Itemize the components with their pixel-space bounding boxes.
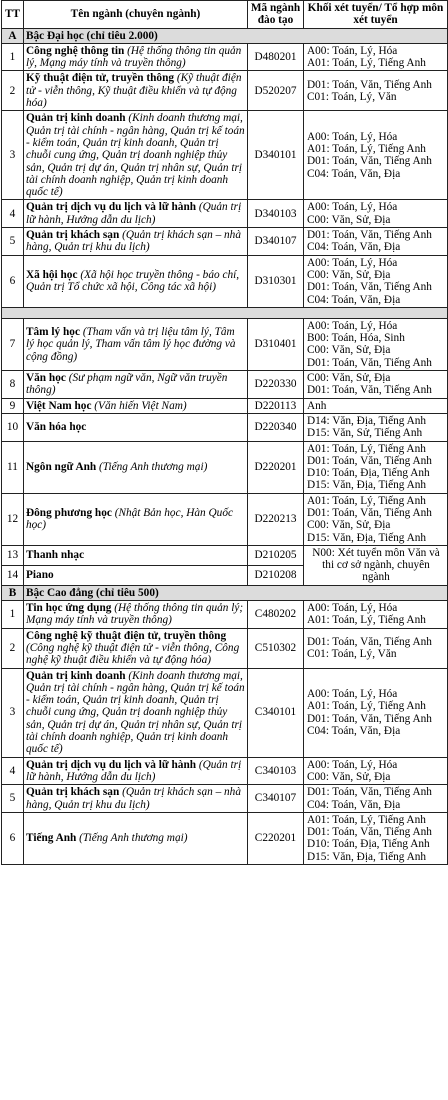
major-name: Ngôn ngữ Anh	[26, 460, 97, 473]
combo-item: A01: Toán, Lý, Tiếng Anh	[307, 143, 426, 156]
row-number: 10	[2, 413, 24, 441]
row-number: 12	[2, 493, 24, 545]
major-description: (Quản trị lữ hành, Hướng dẫn du lịch)	[26, 201, 242, 226]
combo-item: A00: Toán, Lý, Hóa	[307, 687, 398, 700]
section-row	[2, 585, 448, 600]
major-cell	[24, 318, 248, 370]
table-row	[2, 812, 448, 864]
major-description: (Quản trị khách sạn – nhà hàng, Quản trị khu du lịch)	[26, 786, 241, 811]
combo-item: A00: Toán, Lý, Hóa	[307, 319, 398, 332]
combo-cell	[304, 628, 448, 668]
major-cell	[24, 812, 248, 864]
section-row	[2, 28, 448, 43]
row-number: 5	[2, 785, 24, 813]
major-description: (Quản trị lữ hành, Hướng dẫn du lịch)	[26, 758, 242, 783]
major-code: D310401	[248, 318, 304, 370]
combo-item: D01: Toán, Văn, Tiếng Anh	[307, 786, 432, 799]
major-code: C480202	[248, 601, 304, 629]
combo-item: D01: Toán, Văn, Tiếng Anh	[307, 826, 432, 839]
combo-item: C04: Toán, Văn, Địa	[307, 798, 401, 811]
row-number: 6	[2, 255, 24, 307]
major-description: (Công nghệ kỹ thuật điện tử - viễn thông, Công nghệ kỹ thuật điều khiển và tự động hóa)	[26, 641, 240, 667]
combo-item: C00: Văn, Sử, Địa	[307, 268, 391, 281]
major-name: Quản trị kinh doanh	[26, 669, 126, 682]
major-code: D220340	[248, 413, 304, 441]
major-description: (Sư phạm ngữ văn, Ngữ văn truyền thông)	[26, 372, 228, 397]
table-header-row	[2, 1, 448, 29]
table-row	[2, 785, 448, 813]
combo-cell	[304, 371, 448, 399]
table-row	[2, 43, 448, 71]
row-number: 7	[2, 318, 24, 370]
major-code: C340101	[248, 668, 304, 757]
major-name: Quản trị khách sạn	[26, 229, 120, 242]
major-description: (Quản trị khách sạn – nhà hàng, Quản trị khu du lịch)	[26, 229, 241, 254]
major-code: C340107	[248, 785, 304, 813]
row-number: 9	[2, 398, 24, 413]
section-title: Bậc Cao đẳng (chỉ tiêu 500)	[24, 585, 448, 600]
combo-item: D01: Toán, Văn, Tiếng Anh	[307, 384, 432, 397]
combo-cell	[304, 668, 448, 757]
combo-item: D01: Toán, Văn, Tiếng Anh	[307, 356, 432, 369]
header-name: Tên ngành (chuyên ngành)	[24, 1, 248, 29]
combo-cell	[304, 43, 448, 71]
major-name: Tâm lý học	[26, 325, 80, 338]
major-name: Tin học ứng dụng	[26, 602, 112, 615]
major-cell	[24, 545, 248, 565]
major-name: Văn hóa học	[26, 421, 87, 434]
combo-item: B00: Toán, Hóa, Sinh	[307, 332, 405, 345]
combo-item: D14: Văn, Địa, Tiếng Anh	[307, 414, 427, 427]
combo-item: A00: Toán, Lý, Hóa	[307, 256, 398, 269]
combo-cell	[304, 601, 448, 629]
combo-item: C04: Toán, Văn, Địa	[307, 241, 401, 254]
major-cell	[24, 228, 248, 256]
major-cell	[24, 668, 248, 757]
row-number: 1	[2, 601, 24, 629]
table-row	[2, 111, 448, 200]
major-code: C340103	[248, 757, 304, 785]
combo-item: C04: Toán, Văn, Địa	[307, 293, 401, 306]
combo-cell	[304, 812, 448, 864]
header-tt: TT	[2, 1, 24, 29]
major-name: Việt Nam học	[26, 399, 92, 412]
combo-item: A00: Toán, Lý, Hóa	[307, 758, 398, 771]
major-cell	[24, 111, 248, 200]
major-code: D310301	[248, 255, 304, 307]
combo-item: C00: Văn, Sử, Địa	[307, 770, 391, 783]
combo-cell	[304, 785, 448, 813]
combo-cell	[304, 111, 448, 200]
major-name: Đông phương học	[26, 506, 112, 519]
major-code: D480201	[248, 43, 304, 71]
major-name: Xã hội học	[26, 268, 78, 281]
major-description: (Xã hội học truyền thông - báo chí, Quản trị Tổ chức xã hội, Công tác xã hội)	[26, 268, 240, 294]
row-number: 6	[2, 812, 24, 864]
combo-item: D10: Toán, Địa, Tiếng Anh	[307, 838, 430, 851]
section-title: Bậc Đại học (chỉ tiêu 2.000)	[24, 28, 448, 43]
combo-item: D10: Toán, Địa, Tiếng Anh	[307, 467, 430, 480]
header-code: Mã ngành đào tạo	[248, 1, 304, 29]
combo-item: D15: Văn, Địa, Tiếng Anh	[307, 850, 427, 863]
combo-item: D01: Toán, Văn, Tiếng Anh	[307, 281, 432, 294]
major-description: (Tiếng Anh thương mại)	[79, 832, 188, 845]
major-cell	[24, 785, 248, 813]
combo-item: D15: Văn, Địa, Tiếng Anh	[307, 479, 427, 492]
major-description: (Văn hiến Việt Nam)	[94, 399, 187, 412]
combo-item: C00: Văn, Sử, Địa	[307, 372, 391, 385]
combo-item: C00: Văn, Sử, Địa	[307, 519, 391, 532]
combo-item: C04: Toán, Văn, Địa	[307, 167, 401, 180]
table-row	[2, 757, 448, 785]
major-cell	[24, 255, 248, 307]
major-name: Công nghệ thông tin	[26, 44, 125, 57]
table-row	[2, 398, 448, 413]
major-code: D520207	[248, 71, 304, 111]
table-row	[2, 200, 448, 228]
admissions-table-container	[1, 0, 447, 865]
combo-item: A01: Toán, Lý, Tiếng Anh	[307, 57, 426, 70]
combo-cell	[304, 545, 448, 585]
major-cell	[24, 565, 248, 585]
row-number: 4	[2, 200, 24, 228]
row-number: 2	[2, 628, 24, 668]
table-row	[2, 371, 448, 399]
major-description: (Tham vấn và trị liệu tâm lý, Tâm lý học quản lý, Tham vấn tâm lý học đường và cộng đồng)	[26, 325, 236, 363]
combo-item: C00: Văn, Sử, Địa	[307, 213, 391, 226]
major-name: Quản trị dịch vụ du lịch và lữ hành	[26, 201, 197, 214]
major-name: Quản trị kinh doanh	[26, 112, 126, 125]
major-code: D210208	[248, 565, 304, 585]
combo-cell	[304, 255, 448, 307]
combo-cell	[304, 493, 448, 545]
combo-cell	[304, 228, 448, 256]
major-cell	[24, 628, 248, 668]
major-cell	[24, 413, 248, 441]
combo-cell	[304, 757, 448, 785]
combo-cell	[304, 71, 448, 111]
combo-item: A01: Toán, Lý, Tiếng Anh	[307, 700, 426, 713]
table-row	[2, 628, 448, 668]
major-cell	[24, 757, 248, 785]
combo-item: C00: Văn, Sử, Địa	[307, 344, 391, 357]
table-body	[2, 28, 448, 864]
combo-note: N00: Xét tuyển môn Văn và thi cơ sở ngành, chuyên ngành	[312, 546, 440, 584]
major-description: (Tiếng Anh thương mại)	[99, 460, 208, 473]
major-name: Quản trị khách sạn	[26, 786, 120, 799]
combo-cell	[304, 200, 448, 228]
combo-item: A01: Toán, Lý, Tiếng Anh	[307, 494, 426, 507]
row-number: 3	[2, 668, 24, 757]
major-cell	[24, 493, 248, 545]
major-description: (Kinh doanh thương mại, Quản trị tài chính - ngân hàng, Quản trị kế toán - kiểm toán, Quản trị kinh doanh, Quản trị chuỗi cung ứng, Quản trị doanh nghiệp thủy sản, Quản trị dự án, Quản trị nhân sự, Quản trị tài chính doanh nghiệp, Quản trị kinh doanh quốc tế)	[26, 112, 245, 199]
major-cell	[24, 371, 248, 399]
major-cell	[24, 200, 248, 228]
row-number: 13	[2, 545, 24, 565]
major-code: D220201	[248, 441, 304, 493]
major-code: D220330	[248, 371, 304, 399]
combo-cell	[304, 413, 448, 441]
combo-item: A00: Toán, Lý, Hóa	[307, 130, 398, 143]
major-name: Văn học	[26, 372, 66, 385]
table-row	[2, 228, 448, 256]
combo-item: A00: Toán, Lý, Hóa	[307, 602, 398, 615]
major-code: D210205	[248, 545, 304, 565]
table-row	[2, 668, 448, 757]
major-cell	[24, 71, 248, 111]
combo-item: C04: Toán, Văn, Địa	[307, 724, 401, 737]
major-code: D220113	[248, 398, 304, 413]
table-row	[2, 441, 448, 493]
major-name: Thanh nhạc	[26, 549, 85, 562]
gap-cell	[2, 307, 448, 318]
row-number: 3	[2, 111, 24, 200]
combo-item: Anh	[307, 399, 327, 412]
major-code: D220213	[248, 493, 304, 545]
major-description: (Hệ thống thông tin quản lý; Mạng máy tính và truyền thông)	[26, 602, 244, 627]
major-code: C510302	[248, 628, 304, 668]
section-letter: B	[2, 585, 24, 600]
row-number: 2	[2, 71, 24, 111]
table-row	[2, 601, 448, 629]
combo-item: D01: Toán, Văn, Tiếng Anh	[307, 454, 432, 467]
combo-item: A01: Toán, Lý, Tiếng Anh	[307, 813, 426, 826]
table-row	[2, 413, 448, 441]
combo-item: A01: Toán, Lý, Tiếng Anh	[307, 442, 426, 455]
combo-item: D15: Văn, Sử, Tiếng Anh	[307, 427, 423, 440]
major-description: (Nhật Bản học, Hàn Quốc học)	[26, 506, 233, 532]
major-description: (Hệ thống thông tin quản lý, Mạng máy tính và truyền thông)	[26, 44, 242, 70]
table-row	[2, 493, 448, 545]
row-number: 4	[2, 757, 24, 785]
combo-item: D01: Toán, Văn, Tiếng Anh	[307, 229, 432, 242]
combo-item: A01: Toán, Lý, Tiếng Anh	[307, 614, 426, 627]
combo-item: D01: Toán, Văn, Tiếng Anh	[307, 635, 432, 648]
major-name: Tiếng Anh	[26, 832, 77, 845]
admissions-table	[1, 0, 448, 865]
header-combos: Khối xét tuyển/ Tổ hợp môn xét tuyển	[304, 1, 448, 29]
row-number: 14	[2, 565, 24, 585]
row-number: 8	[2, 371, 24, 399]
combo-cell	[304, 398, 448, 413]
major-code: D340103	[248, 200, 304, 228]
combo-item: A00: Toán, Lý, Hóa	[307, 44, 398, 57]
combo-cell	[304, 318, 448, 370]
major-name: Kỹ thuật điện tử, truyền thông	[26, 72, 175, 85]
major-cell	[24, 441, 248, 493]
section-letter: A	[2, 28, 24, 43]
combo-cell	[304, 441, 448, 493]
table-row	[2, 255, 448, 307]
major-description: (Kỹ thuật điện tử - viễn thông, Kỹ thuật điều khiển và tự động hóa)	[26, 72, 242, 110]
major-cell	[24, 398, 248, 413]
combo-item: D01: Toán, Văn, Tiếng Anh	[307, 155, 432, 168]
row-number: 1	[2, 43, 24, 71]
combo-item: D01: Toán, Văn, Tiếng Anh	[307, 78, 432, 91]
combo-item: C01: Toán, Lý, Văn	[307, 90, 397, 103]
table-row	[2, 318, 448, 370]
combo-item: D15: Văn, Địa, Tiếng Anh	[307, 531, 427, 544]
combo-item: D01: Toán, Văn, Tiếng Anh	[307, 712, 432, 725]
major-code: D340101	[248, 111, 304, 200]
major-cell	[24, 601, 248, 629]
major-description: (Kinh doanh thương mại, Quản trị tài chính - ngân hàng, Quản trị kế toán - kiểm toán, Quản trị kinh doanh, Quản trị chuỗi cung ứng, Quản trị doanh nghiệp thủy sản, Quản trị dự án, Quản trị nhân sự, Quản trị tài chính doanh nghiệp, Quản trị kinh doanh quốc tế)	[26, 669, 245, 756]
table-gap-row	[2, 307, 448, 318]
major-cell	[24, 43, 248, 71]
table-row	[2, 71, 448, 111]
major-code: D340107	[248, 228, 304, 256]
combo-item: C01: Toán, Lý, Văn	[307, 648, 397, 661]
major-code: C220201	[248, 812, 304, 864]
table-row	[2, 545, 448, 565]
combo-item: D01: Toán, Văn, Tiếng Anh	[307, 506, 432, 519]
combo-item: A00: Toán, Lý, Hóa	[307, 201, 398, 214]
major-name: Piano	[26, 569, 54, 582]
row-number: 5	[2, 228, 24, 256]
major-name: Công nghệ kỹ thuật điện tử, truyền thông	[26, 629, 227, 642]
major-name: Quản trị dịch vụ du lịch và lữ hành	[26, 758, 197, 771]
row-number: 11	[2, 441, 24, 493]
